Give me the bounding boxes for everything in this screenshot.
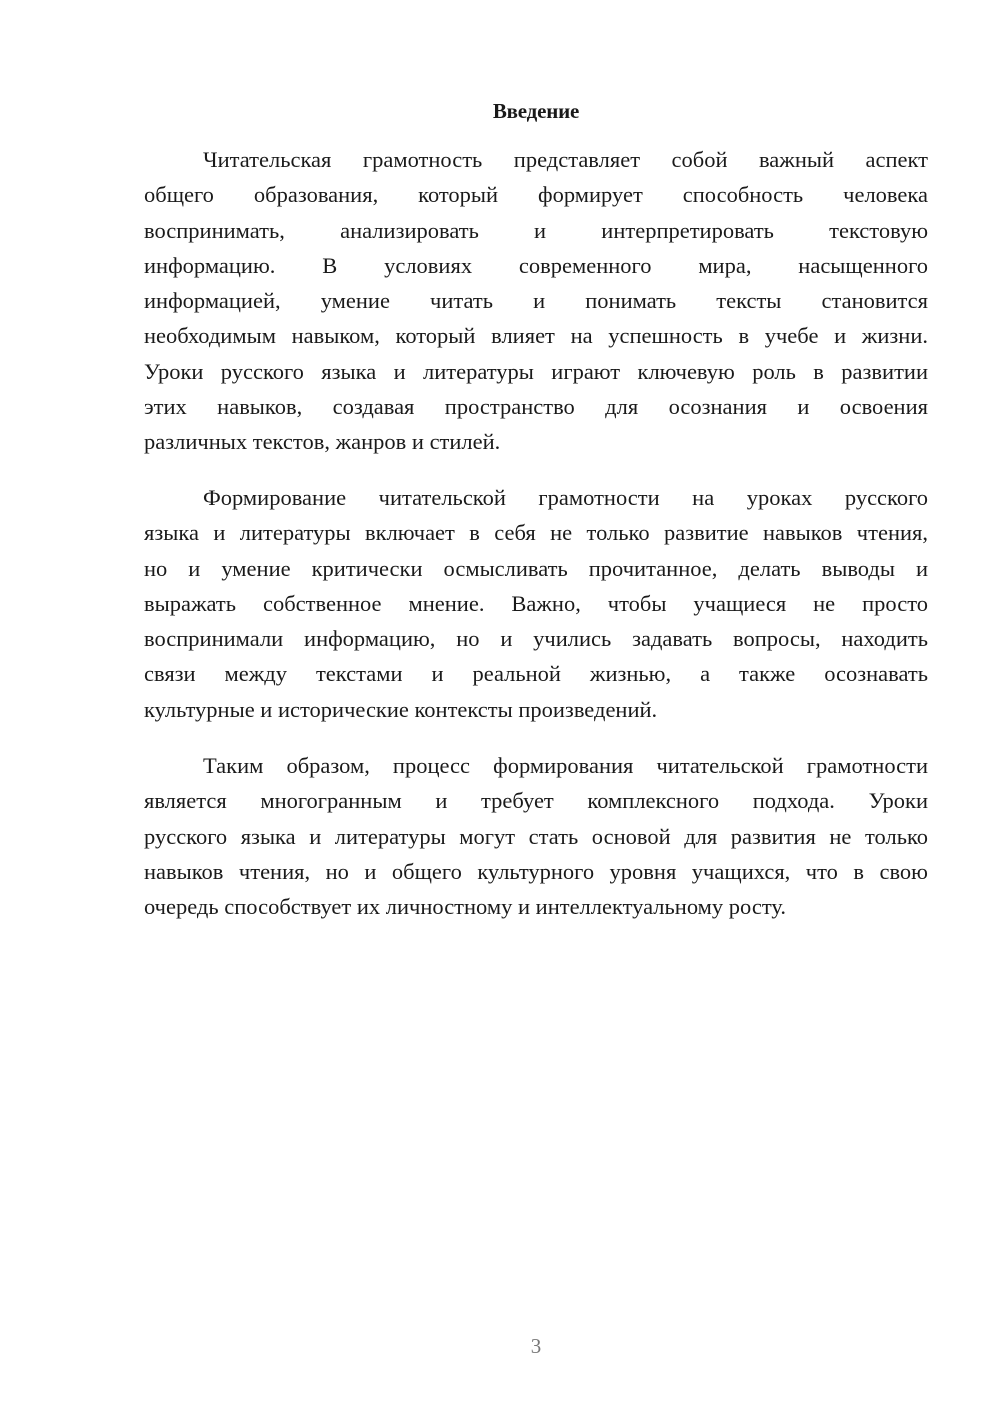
text-line: русского языка и литературы могут стать основой для развития не только: [144, 823, 928, 849]
text-line: информацией, умение читать и понимать тексты становится: [144, 288, 928, 314]
page-number: 3: [530, 1334, 542, 1358]
text-line: культурные и исторические контексты произведений.: [144, 696, 658, 722]
text-line: Читательская грамотность представляет собой важный аспект: [203, 147, 928, 172]
text-line: необходимым навыком, который влияет на успешность в учебе и жизни.: [144, 323, 928, 349]
text-line: Уроки русского языка и литературы играют ключевую роль в развитии: [144, 358, 928, 384]
text-line: информацию. В условиях современного мира, насыщенного: [144, 252, 928, 278]
text-line: навыков чтения, но и общего культурного уровня учащихся, что в свою: [144, 858, 928, 884]
text-line: воспринимать, анализировать и интерпретировать текстовую: [144, 217, 928, 243]
text-line: связи между текстами и реальной жизнью, а также осознавать: [144, 661, 928, 687]
text-line: воспринимали информацию, но и учились задавать вопросы, находить: [144, 626, 928, 652]
section-title: Введение: [492, 99, 580, 123]
text-line: общего образования, который формирует способность человека: [144, 182, 928, 208]
text-line: очередь способствует их личностному и интеллектуальному росту.: [144, 894, 786, 920]
text-line: но и умение критически осмысливать прочитанное, делать выводы и: [144, 555, 928, 581]
paragraph-3: [144, 748, 928, 924]
text-line: языка и литературы включает в себя не только развитие навыков чтения,: [144, 520, 928, 546]
paragraph-1: [144, 142, 928, 460]
text-line: Таким образом, процесс формирования читательской грамотности: [203, 753, 928, 778]
paragraph-2: [144, 480, 928, 727]
text-line: выражать собственное мнение. Важно, чтобы учащиеся не просто: [144, 590, 928, 616]
text-line: является многогранным и требует комплексного подхода. Уроки: [144, 788, 928, 814]
text-line: различных текстов, жанров и стилей.: [144, 429, 501, 455]
text-line: этих навыков, создавая пространство для осознания и освоения: [144, 394, 928, 420]
text-line: Формирование читательской грамотности на уроках русского: [203, 485, 928, 510]
